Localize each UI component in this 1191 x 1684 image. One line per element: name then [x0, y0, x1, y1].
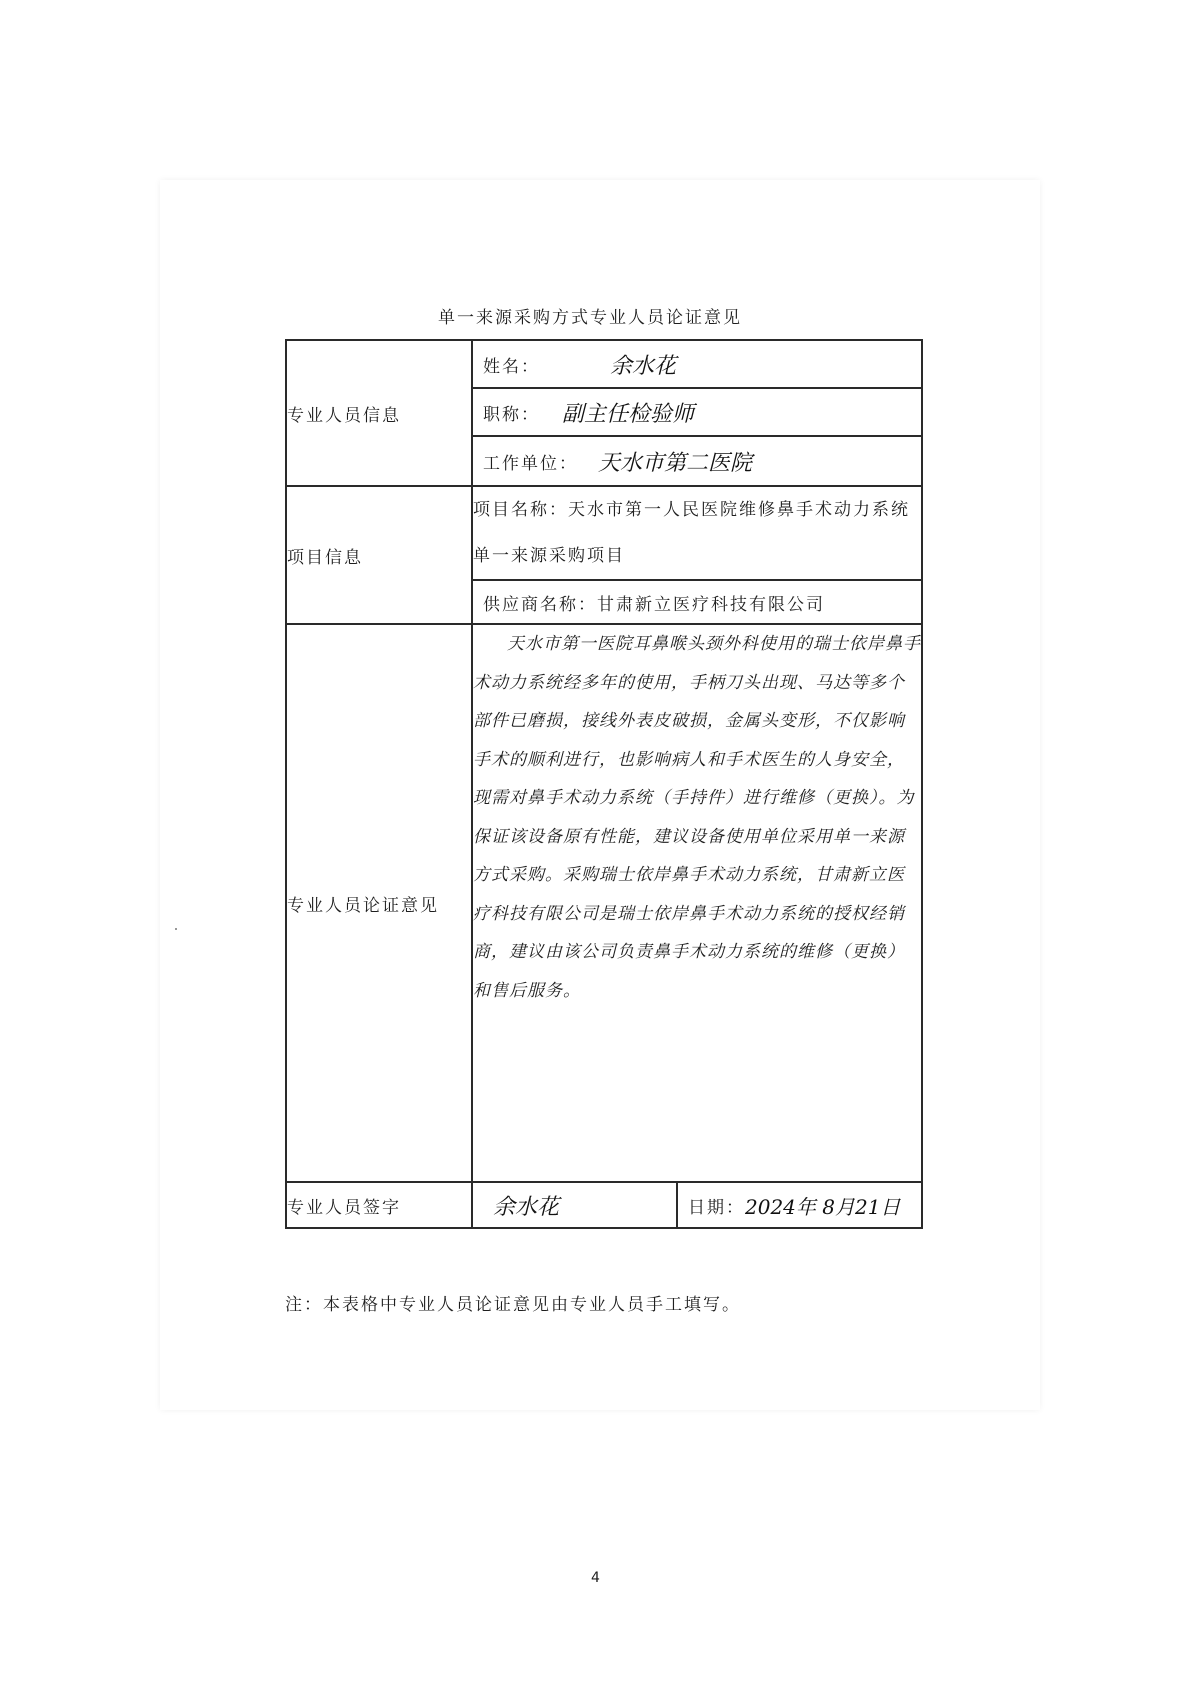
title-handwritten: 副主任检验师 [562, 401, 695, 427]
document-title: 单一来源采购方式专业人员论证意见 [438, 308, 742, 328]
scan-speck [175, 928, 177, 930]
argument-form-table [285, 339, 923, 1229]
supplier-cell [472, 580, 922, 624]
unit-label: 工作单位： [483, 453, 578, 474]
date-cell [677, 1182, 922, 1228]
project-name-text: 项目名称：天水市第一人民医院维修鼻手术动力系统单一来源采购项目 [472, 486, 922, 580]
title-cell [472, 388, 922, 436]
opinion-handwritten-text: 天水市第一医院耳鼻喉头颈外科使用的瑞士依岸鼻手术动力系统经多年的使用，手柄刀头出现、马达等多个部件已磨损，接线外表皮破损，金属头变形，不仅影响手术的顺利进行，也影响病人和手术医生的人身安全，现需对鼻手术动力系统（手持件）进行维修（更换）。为保证该设备原有性能，建议设备使用单位采用单一来源方式采购。采购瑞士依岸鼻手术动力系统，甘肃新立医疗科技有限公司是瑞士依岸鼻手术动力系统的授权经销商，建议由该公司负责鼻手术动力系统的维修（更换）和售后服务。 [472, 624, 922, 1182]
title-label: 职称： [483, 404, 540, 425]
project-info-label: 项目信息 [286, 486, 472, 624]
name-handwritten: 余水花 [610, 353, 677, 379]
unit-cell [472, 436, 922, 486]
signature-row [286, 1182, 922, 1228]
name-label: 姓名： [483, 356, 540, 377]
signature-label: 专业人员签字 [286, 1182, 472, 1228]
supplier-text: 供应商名称：甘肃新立医疗科技有限公司 [483, 594, 825, 615]
personnel-info-label: 专业人员信息 [286, 340, 472, 486]
date-label: 日期： [688, 1197, 745, 1218]
name-cell [472, 340, 922, 388]
page-number: 4 [591, 1570, 600, 1586]
project-name-row [286, 486, 922, 580]
footnote: 注：本表格中专业人员论证意见由专业人员手工填写。 [285, 1295, 741, 1315]
unit-handwritten: 天水市第二医院 [598, 450, 753, 476]
name-row [286, 340, 922, 388]
signature-handwritten: 余水花 [493, 1194, 560, 1220]
date-handwritten: 2024年 8月21日 [745, 1194, 901, 1219]
opinion-label: 专业人员论证意见 [286, 624, 472, 1182]
opinion-row [286, 624, 922, 1182]
signature-cell [472, 1182, 677, 1228]
